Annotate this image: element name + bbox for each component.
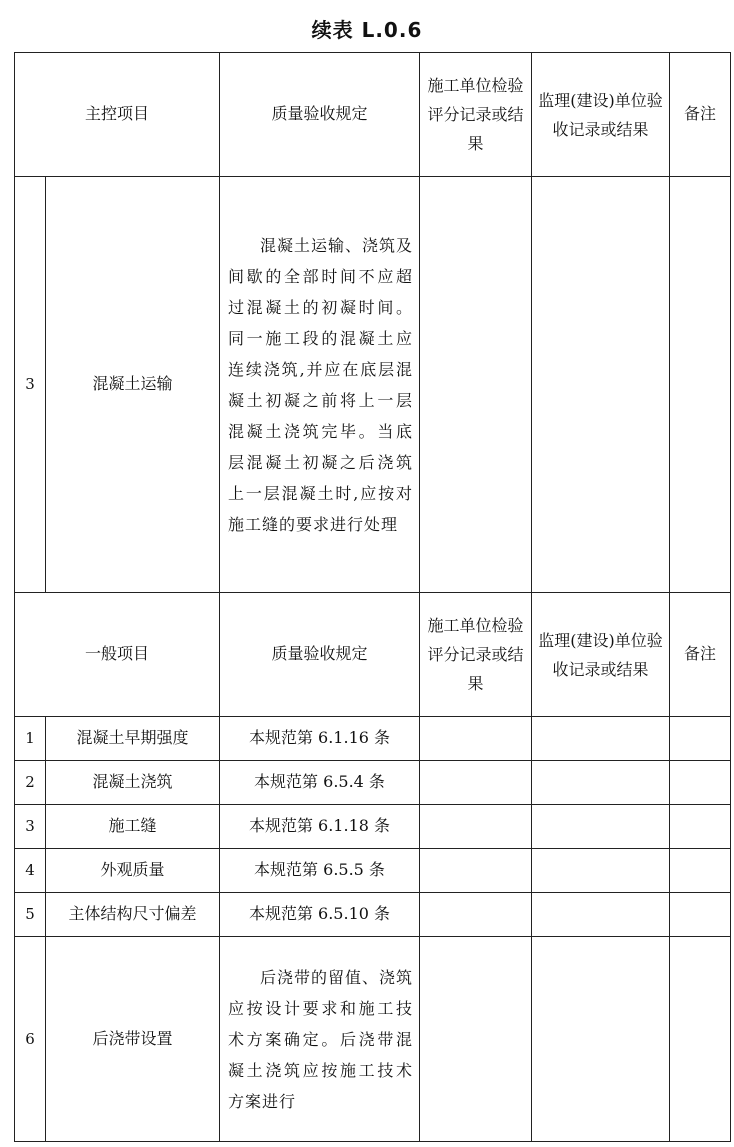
main-header-row [15,53,731,177]
main-item-supervision-cell [532,177,670,593]
general-item-name: 混凝土浇筑 [46,761,220,805]
general-item-rule [220,937,420,1142]
main-item-remark-cell [670,177,731,593]
general-item-name: 混凝土早期强度 [46,717,220,761]
main-item-construction-cell [420,177,532,593]
table-row [15,717,731,761]
general-item-header: 一般项目 [15,593,220,717]
general-construction-header: 施工单位检验评分记录或结果 [420,593,532,717]
general-item-rule: 本规范第 6.5.4 条 [220,761,420,805]
general-item-rule: 本规范第 6.5.10 条 [220,893,420,937]
table-row [15,849,731,893]
general-item-rule: 本规范第 6.1.16 条 [220,717,420,761]
general-item-number: 1 [15,717,46,761]
general-item-rule-text: 后浇带的留值、浇筑应按设计要求和施工技术方案确定。后浇带混凝土浇筑应按施工技术方案进行 [228,967,414,1111]
main-rule-header: 质量验收规定 [220,53,420,177]
table-title: 续表 L.0.6 [311,18,423,42]
general-remark-header: 备注 [670,593,731,717]
general-item-number: 2 [15,761,46,805]
main-item-rule [220,177,420,593]
table-row [15,805,731,849]
inspection-table [14,52,731,1142]
table-row [15,893,731,937]
general-item-name: 施工缝 [46,805,220,849]
general-supervision-header: 监理(建设)单位验收记录或结果 [532,593,670,717]
table-row [15,937,731,1142]
main-construction-header: 施工单位检验评分记录或结果 [420,53,532,177]
main-supervision-header: 监理(建设)单位验收记录或结果 [532,53,670,177]
general-rule-header: 质量验收规定 [220,593,420,717]
main-item-number: 3 [15,177,46,593]
main-remark-header: 备注 [670,53,731,177]
general-item-number: 3 [15,805,46,849]
general-item-name: 外观质量 [46,849,220,893]
general-item-rule: 本规范第 6.5.5 条 [220,849,420,893]
general-header-row [15,593,731,717]
general-item-name: 后浇带设置 [46,937,220,1142]
general-item-number: 5 [15,893,46,937]
table-row [15,761,731,805]
general-item-number: 6 [15,937,46,1142]
main-item-name: 混凝土运输 [46,177,220,593]
main-item-rule-text: 混凝土运输、浇筑及间歇的全部时间不应超过混凝土的初凝时间。同一施工段的混凝土应连续浇筑,并应在底层混凝土初凝之前将上一层混凝土浇筑完毕。当底层混凝土初凝之后浇筑上一层混凝土时,应按对施工缝的要求进行处理 [228,235,414,534]
main-item-row [15,177,731,593]
general-item-name: 主体结构尺寸偏差 [46,893,220,937]
general-item-rule: 本规范第 6.1.18 条 [220,805,420,849]
main-item-header: 主控项目 [15,53,220,177]
general-item-number: 4 [15,849,46,893]
